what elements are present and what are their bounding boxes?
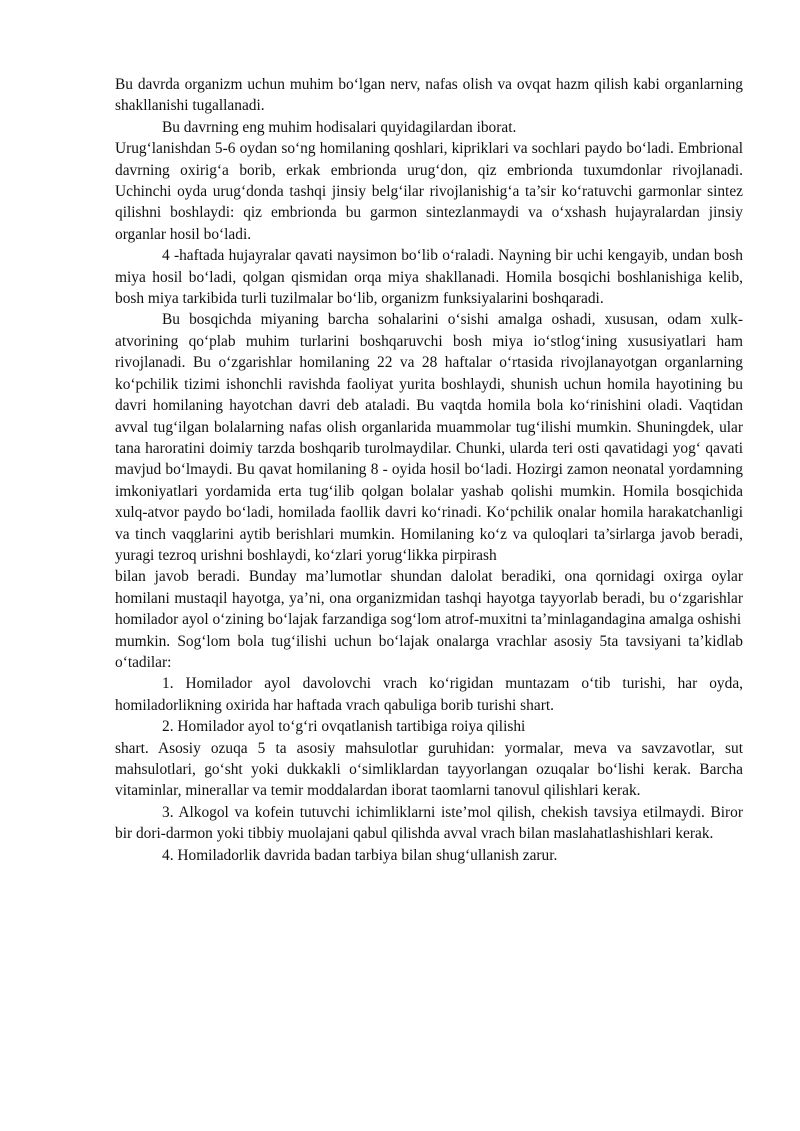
list-item-3: 3. Alkogol va kofein tutuvchi ichimliklarni iste’mol qilish, chekish tavsiya etilmaydi. Biror bir dori-darmon yoki tibbiy muolajani qabul qilishda avval vrach bilan maslahatlashishlari kerak. <box>115 803 743 843</box>
list-item-2: 2. Homilador ayol to‘g‘ri ovqatlanish tartibiga roiya qilishi <box>162 718 526 736</box>
paragraph-7: mumkin. Sog‘lom bola tug‘ilishi uchun bo‘lajak onalarga vrachlar asosiy 5ta tavsiyani ta’kidlab o‘tadilar: <box>115 632 743 671</box>
document-page <box>115 74 743 866</box>
list-item-1: 1. Homilador ayol davolovchi vrach ko‘rigidan muntazam o‘tib turishi, har oyda, homiladorlikning oxirida har haftada vrach qabuliga borib turishi shart. <box>115 675 743 714</box>
paragraph-3: Urug‘lanishdan 5-6 oydan so‘ng homilaning qoshlari, kipriklari va sochlari paydo bo‘ladi. Embrional davrning oxirig‘a borib, erkak embrionda urug‘don, qiz embrionda tuxumdonlar rivojlanadi. Uchinchi oyda urug‘donda tashqi jinsiy belg‘ilar rivojlanishig‘a ta’sir ko‘ratuvchi garmonlar sintez qilishni boshlaydi: qiz embrionda bu garmon sintezlanmaydi va o‘xshash hujayralardan jinsiy organlar hosil bo‘ladi. <box>115 140 743 243</box>
list-item-2-continuation: shart. Asosiy ozuqa 5 ta asosiy mahsulotlar guruhidan: yormalar, meva va savzavotlar, sut mahsulotlari, go‘sht yoki dukkakli o‘simliklardan tayyorlangan ozuqalar bo‘lishi kerak. Barcha vitaminlar, minerallar va temir moddalardan iborat taomlarni tanovul qilishlari kerak. <box>115 739 743 800</box>
paragraph-1: Bu davrda organizm uchun muhim bo‘lgan nerv, nafas olish va ovqat hazm qilish kabi organlarning shakllanishi tugallanadi. <box>115 76 743 115</box>
paragraph-2: Bu davrning eng muhim hodisalari quyidagilardan iborat. <box>162 118 517 136</box>
paragraph-5: Bu bosqichda miyaning barcha sohalarini o‘sishi amalga oshadi, xususan, odam xulk-atvorining qo‘plab muhim turlarini boshqaruvchi bosh miya io‘stlog‘ining xususiyatlari ham rivojlanadi. Bu o‘zgarishlar homilaning 22 va 28 haftalar o‘rtasida rivojlanayotgan organlarning ko‘pchilik tizimi ishonchli ravishda faoliyat yurita boshlaydi, shunish uchun homila hayotining bu davri homilaning hayotchan davri deb ataladi. Bu vaqtda homila bola ko‘rinishini oladi. Vaqtidan avval tug‘ilgan bolalarning nafas olish organlarida muammolar tug‘ilishi mumkin. Shuningdek, ular tana haroratini doimiy tarzda boshqarib turolmaydilar. Chunki, ularda teri osti qavatidagi yog‘ qavati mavjud bo‘lmaydi. Bu qavat homilaning 8 - oyida hosil bo‘ladi. Hozirgi zamon neonatal yordamning imkoniyatlari yordamida erta tug‘ilib qolgan bolalar yashab qolishi mumkin. Homila bosqichida xulq-atvor paydo bo‘ladi, homilada faollik davri ko‘rinadi. Ko‘pchilik onalar homila harakatchanligi va tinch vaqglarini aytib berishlari mumkin. Homilaning ko‘z va quloqlari ta’sirlarga javob beradi, yuragi tezroq urishni boshlaydi, ko‘zlari yorug‘likka pirpirash <box>115 311 743 564</box>
paragraph-6: bilan javob beradi. Bunday ma’lumotlar shundan dalolat beradiki, ona qornidagi oxirga oylar homilani mustaqil hayotga, ya’ni, ona organizmidan tashqi hayotga tayyorlab beradi, bu o‘zgarishlar homilador ayol o‘zining bo‘lajak farzandiga sog‘lom atrof-muxitni ta’minlagandagina amalga oshishi <box>115 568 743 629</box>
paragraph-4: 4 -haftada hujayralar qavati naysimon bo‘lib o‘raladi. Nayning bir uchi kengayib, undan bosh miya hosil bo‘ladi, qolgan qismidan orqa miya shakllanadi. Homila bosqichi boshlanishiga kelib, bosh miya tarkibida turli tuzilmalar bo‘lib, organizm funksiyalarini boshqaradi. <box>115 247 743 308</box>
list-item-4: 4. Homiladorlik davrida badan tarbiya bilan shug‘ullanish zarur. <box>162 846 558 864</box>
